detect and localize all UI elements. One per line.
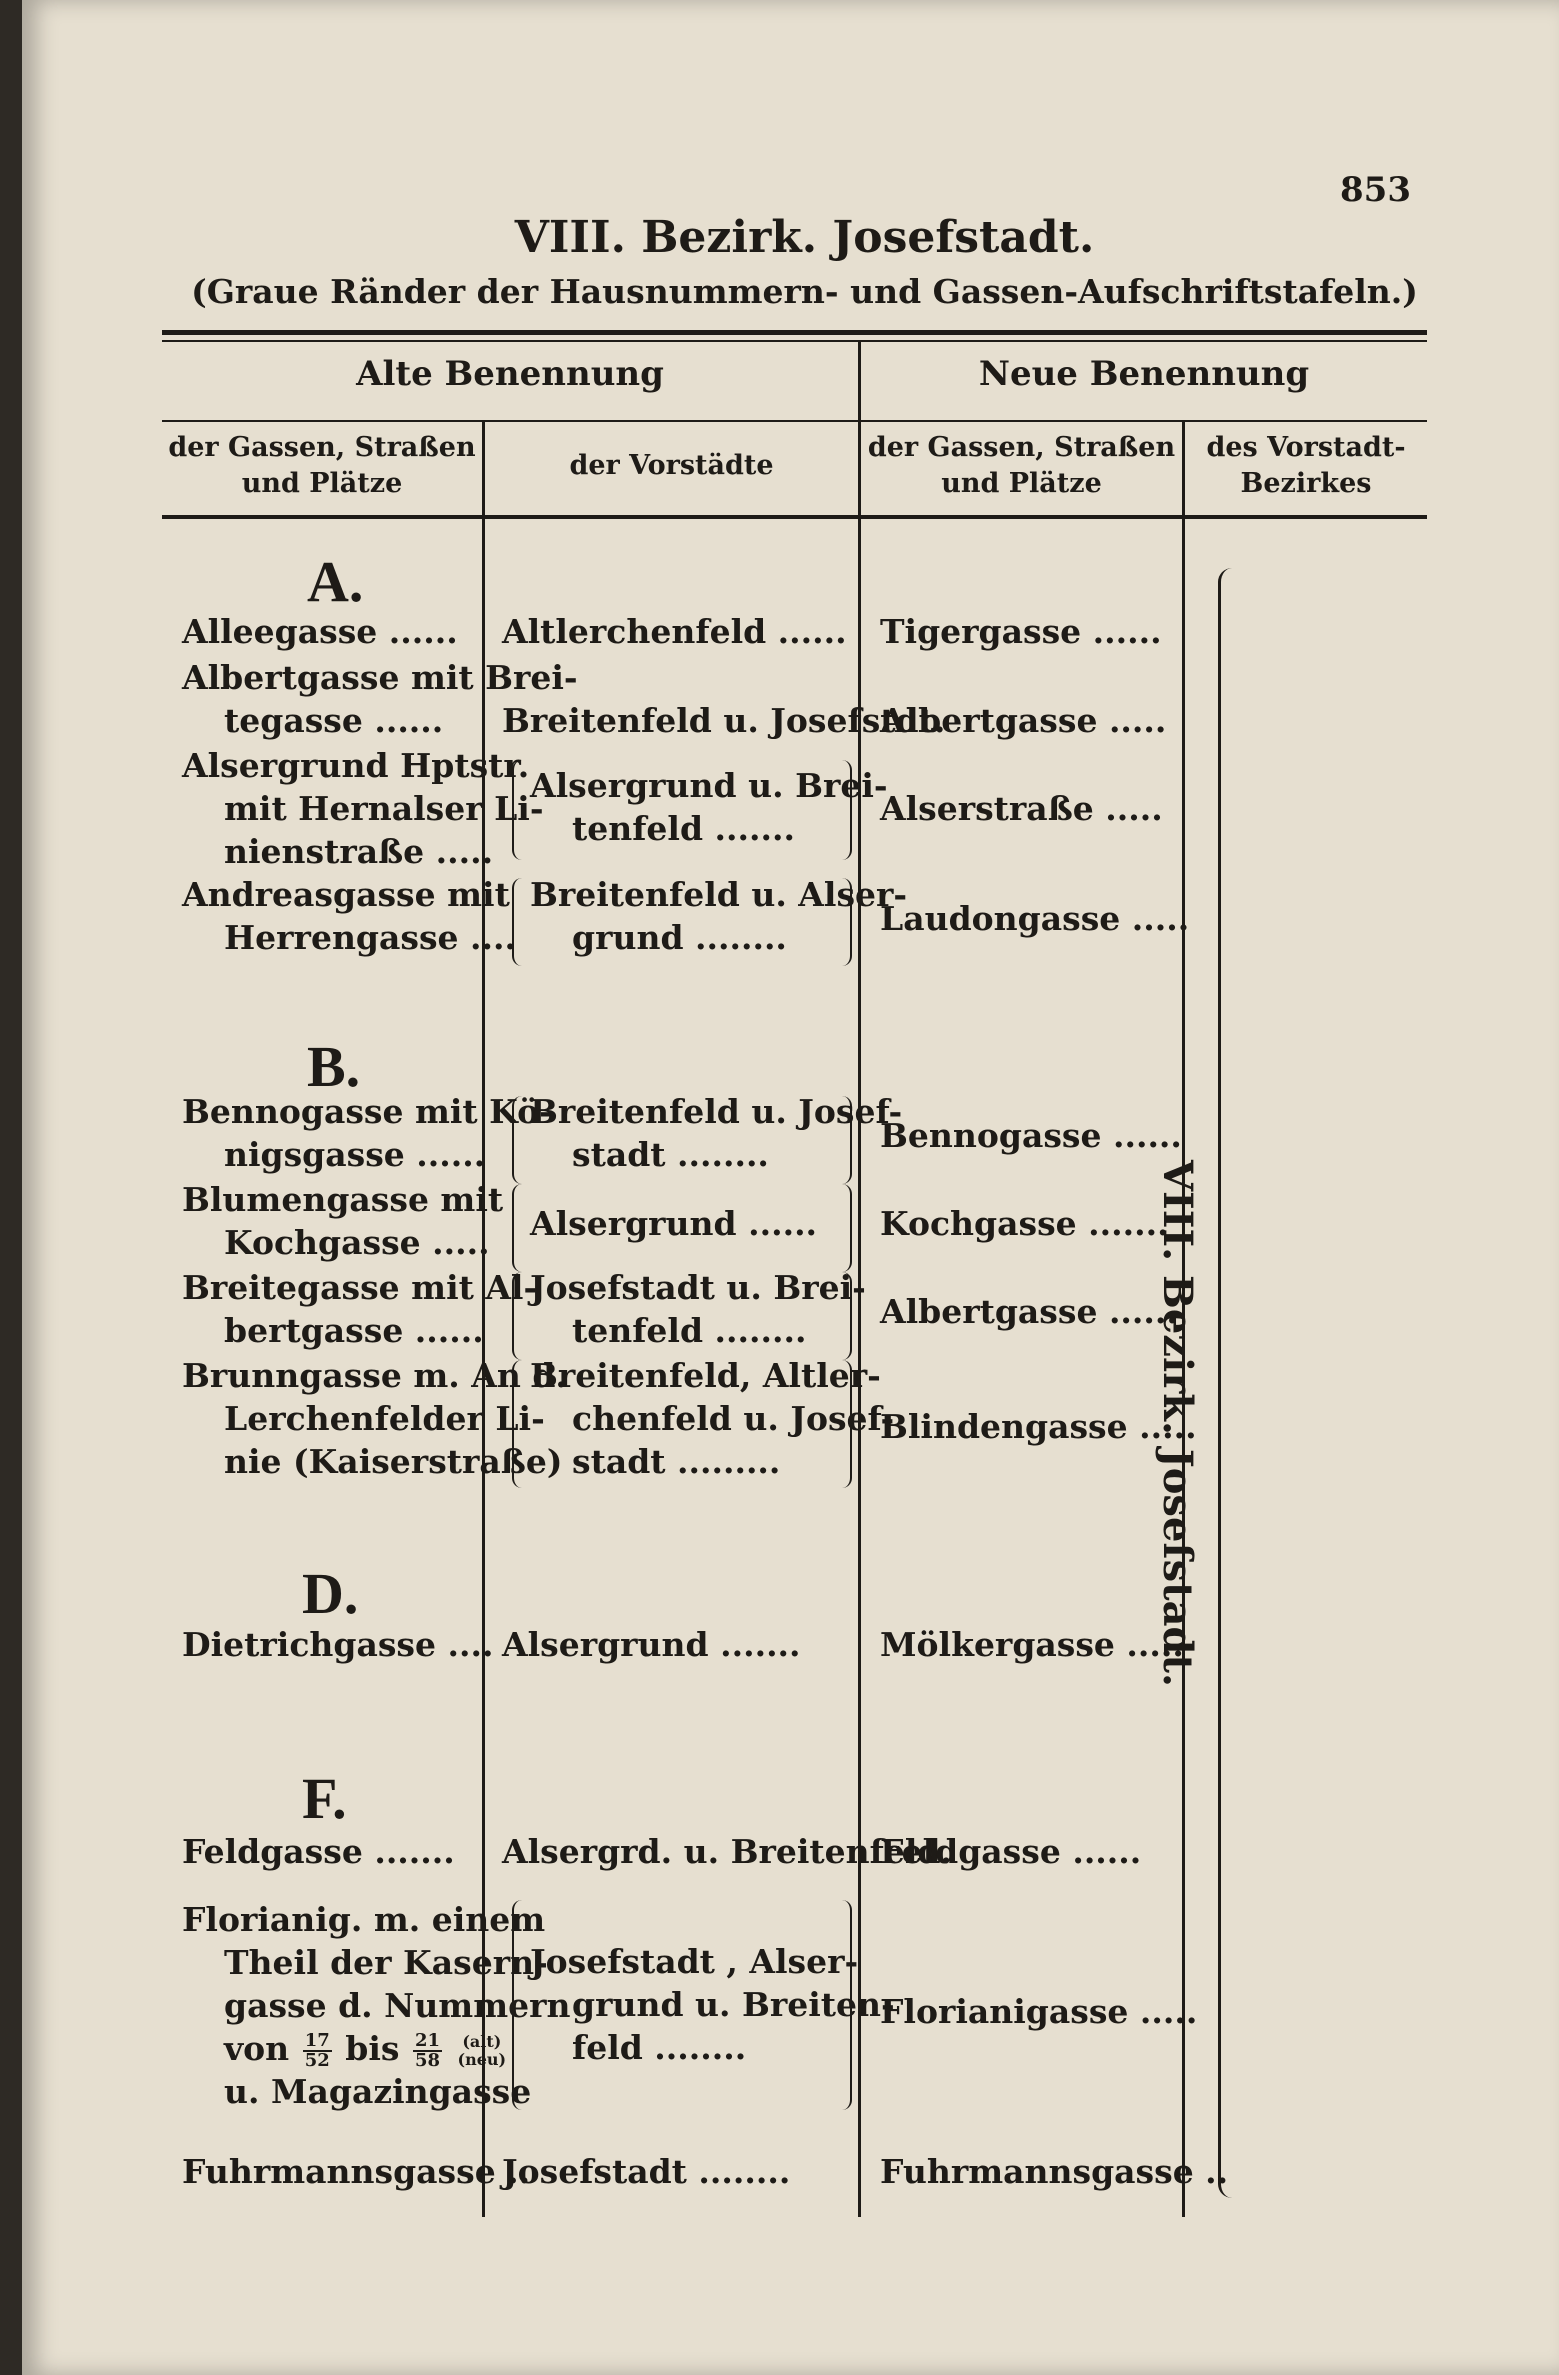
district-brace <box>1218 568 1233 2198</box>
new-street: Feldgasse ...... <box>880 1832 1142 1871</box>
brace <box>842 1360 852 1488</box>
new-street: Kochgasse ....... <box>880 1204 1169 1243</box>
new-street: Alserstraße ..... <box>880 789 1163 828</box>
old-street: Blumengasse mit Kochgasse ..... <box>182 1180 504 1262</box>
new-street: Tigergasse ...... <box>880 612 1162 651</box>
brace <box>842 1184 852 1272</box>
page-number: 853 <box>1340 170 1411 210</box>
old-street: Alsergrund Hptstr. mit Hernalser Li- nienstraße ..... <box>182 746 544 871</box>
header-col-bezirk: des Vorstadt- Bezirkes <box>1206 432 1406 499</box>
brace <box>512 1272 522 1360</box>
old-street: Dietrichgasse .... <box>182 1625 494 1664</box>
old-street: Bennogasse mit Kö- nigsgasse ...... <box>182 1092 553 1174</box>
vorstadt: Josefstadt ........ <box>502 2152 791 2191</box>
vorstadt: Josefstadt , Alser- grund u. Breiten- feld ........ <box>530 1942 895 2067</box>
header-col-old-streets: der Gassen, Straßen und Plätze <box>168 432 476 499</box>
top-thin-rule <box>162 340 1427 342</box>
section-letter-d: D. <box>302 1561 359 1626</box>
section-letter-b: B. <box>307 1034 361 1099</box>
old-street: Florianig. m. einem Theil der Kasern- gasse d. Nummern von $\frac{17}{52}$ bis $\frac{21}{58}$ (alt) (neu) u. Magazingasse <box>182 1900 571 2111</box>
vorstadt: Alsergrund ...... <box>530 1204 818 1243</box>
old-street: Albertgasse mit Brei- tegasse ...... <box>182 658 578 740</box>
new-street: Blindengasse ..... <box>880 1407 1197 1446</box>
vorstadt: Breitenfeld, Altler- chenfeld u. Josef- stadt ......... <box>530 1356 895 1481</box>
new-street: Fuhrmannsgasse .. <box>880 2152 1229 2191</box>
section-letter-f: F. <box>302 1766 347 1831</box>
old-street: Feldgasse ....... <box>182 1832 455 1871</box>
vorstadt: Alsergrund u. Brei- tenfeld ....... <box>530 766 888 848</box>
brace <box>512 1900 522 2110</box>
old-street: Alleegasse ...... <box>182 612 458 651</box>
new-street: Mölkergasse ..... <box>880 1625 1184 1664</box>
vorstadt: Breitenfeld u. Josefstdt. <box>502 701 946 740</box>
brace <box>512 878 522 966</box>
brace <box>512 1096 522 1184</box>
district-label: VIII. Bezirk. Josefstadt. <box>1154 1160 1201 1687</box>
brace <box>842 760 852 860</box>
old-street: Fuhrmannsgasse .. <box>182 2152 531 2191</box>
header-neue-benennung: Neue Benennung <box>978 354 1310 394</box>
book-page <box>22 0 1559 2375</box>
page-title: VIII. Bezirk. Josefstadt. <box>514 212 1095 263</box>
old-street: Brunngasse m. An d. Lerchenfelder Li- nie (Kaiserstraße) <box>182 1356 567 1481</box>
new-street: Laudongasse ..... <box>880 899 1190 938</box>
vorstadt: Josefstadt u. Brei- tenfeld ........ <box>530 1268 866 1350</box>
brace <box>842 1272 852 1360</box>
new-street: Albertgasse ...... <box>880 1292 1178 1331</box>
header-col-new-streets: der Gassen, Straßen und Plätze <box>867 432 1176 499</box>
brace <box>842 1096 852 1184</box>
vorstadt: Altlerchenfeld ...... <box>502 612 847 651</box>
vorstadt: Alsergrd. u. Breitenfeld. <box>502 1832 952 1871</box>
page-subtitle: (Graue Ränder der Hausnummern- und Gassen-Aufschriftstafeln.) <box>191 272 1418 311</box>
vorstadt: Alsergrund ....... <box>502 1625 801 1664</box>
old-street: Andreasgasse mit Herrengasse .... <box>182 875 516 957</box>
brace <box>512 1360 522 1488</box>
top-thick-rule <box>162 330 1427 335</box>
brace <box>512 1184 522 1272</box>
header-bottom-rule <box>162 515 1427 519</box>
header-mid-rule <box>162 420 1427 422</box>
brace <box>842 1900 852 2110</box>
new-street: Bennogasse ...... <box>880 1116 1182 1155</box>
brace <box>512 760 522 860</box>
vorstadt: Breitenfeld u. Josef- stadt ........ <box>530 1092 903 1174</box>
section-letter-a: A. <box>307 549 364 614</box>
header-col-vorstaedte: der Vorstädte <box>569 450 774 481</box>
new-street: Florianigasse ..... <box>880 1992 1198 2031</box>
brace <box>842 878 852 966</box>
header-alte-benennung: Alte Benennung <box>356 354 664 394</box>
vorstadt: Breitenfeld u. Alser- grund ........ <box>530 875 908 957</box>
new-street: Albertgasse ..... <box>880 701 1167 740</box>
old-street: Breitegasse mit Al- bertgasse ...... <box>182 1268 538 1350</box>
